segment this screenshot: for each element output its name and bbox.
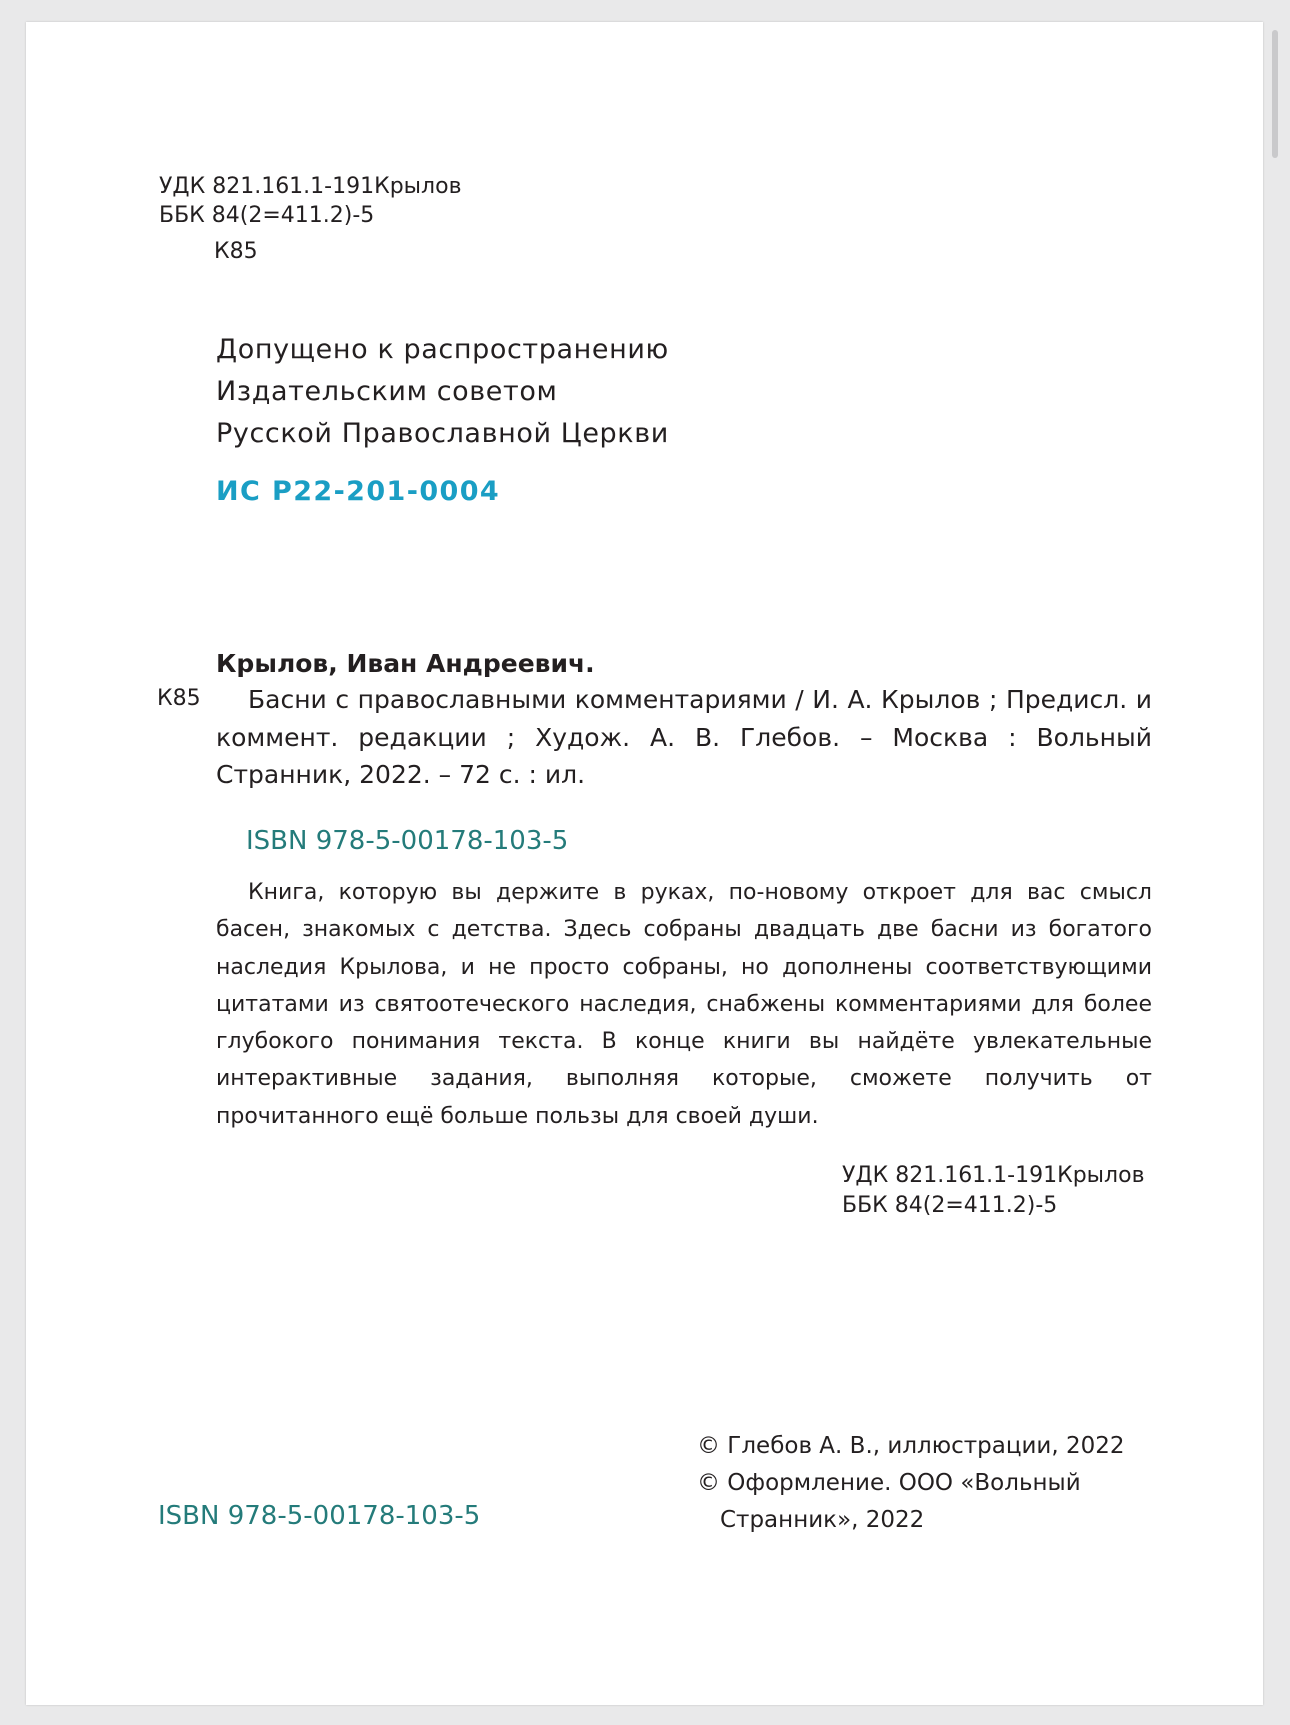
approval-code: ИС Р22-201-0004 (216, 476, 501, 507)
classification-codes-top (159, 172, 462, 230)
udk-code: УДК 821.161.1-191Крылов (842, 1163, 1145, 1188)
book-annotation: Книга, которую вы держите в руках, по-новому откроет для вас смысл басен, знакомых с детства. Здесь собраны двадцать две басни из богатого наследия Крылова, и не просто собраны, но дополнены соответствующими цитатами из святоотеческого наследия, снабжены комментариями для более глубокого понимания текста. В конце книги вы найдёте увлекательные интерактивные задания, выполняя которые, сможете получить от прочитанного ещё больше пользы для своей души. (216, 880, 1152, 1129)
bbk-code: ББК 84(2=411.2)-5 (842, 1193, 1058, 1218)
udk-code: УДК 821.161.1-191Крылов (159, 174, 462, 199)
approval-line: Русской Православной Церкви (216, 418, 669, 449)
bibliographic-description: Басни с православными комментариями / И. А. Крылов ; Предисл. и коммент. редакции ; Худож. А. В. Глебов. – Москва : Вольный Странник, 2022. – 72 с. : ил. (216, 685, 1152, 789)
vertical-scrollbar[interactable] (1272, 30, 1278, 158)
copyright-design: © Оформление. ООО «Вольный (697, 1470, 1081, 1496)
copyright-illustrations: © Глебов А. В., иллюстрации, 2022 (697, 1433, 1125, 1459)
copyright-block (697, 1428, 1125, 1539)
approval-line: Допущено к распространению (216, 334, 669, 365)
isbn-record: ISBN 978-5-00178-103-5 (246, 826, 569, 856)
isbn-footer: ISBN 978-5-00178-103-5 (158, 1501, 481, 1531)
approval-statement (216, 329, 669, 455)
record-author: Крылов, Иван Андреевич. (216, 649, 595, 678)
classification-codes-bottom (842, 1161, 1145, 1221)
author-mark-top: К85 (214, 239, 258, 264)
author-mark-record: К85 (157, 686, 201, 711)
approval-line: Издательским советом (216, 376, 558, 407)
bbk-code: ББК 84(2=411.2)-5 (159, 203, 375, 228)
copyright-design-continued: Странник», 2022 (720, 1507, 925, 1533)
